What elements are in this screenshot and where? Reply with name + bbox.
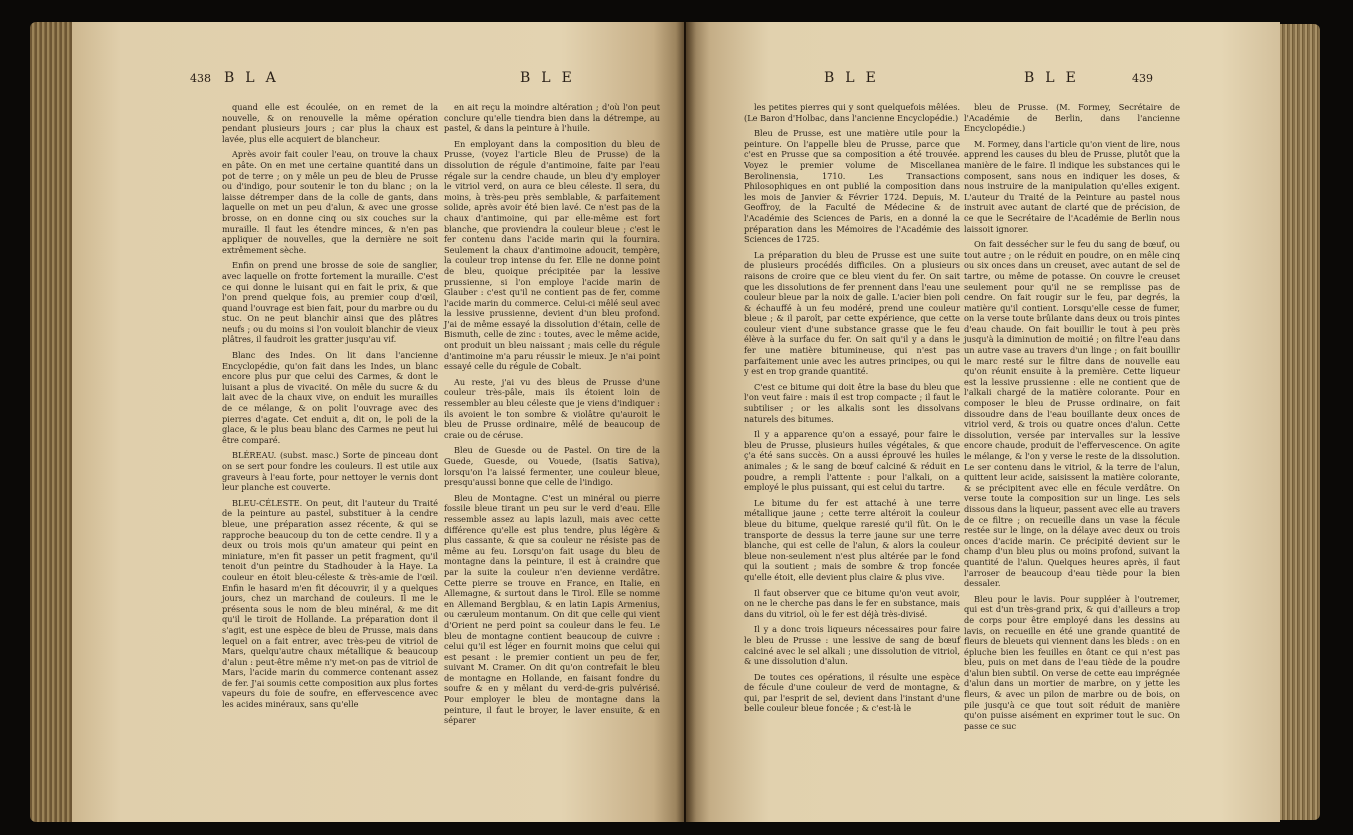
paragraph: Bleu pour le lavis. Pour suppléer à l'outremer, qui est d'un très-grand prix, & qui d'ailleurs a trop de corps pour être employé dans les dessins au lavis, on recueille en été une grande quantité de fleurs de bleuets qui viennent dans les bleds : on en épluche bien les feuilles en ôtant ce qui n'est pas bleu, puis on met dans de l'eau tiède de la poudre d'alun bien subtil. On verse de cette eau imprégnée d'alun dans un mortier de marbre, on y jette les fleurs, & avec un pilon de marbre ou de bois, on pile jusqu'à ce que tout soit réduit de manière qu'on puisse aisément en exprimer tout le suc. On passe ce suc xyxy=(964,593,1180,731)
left-page-number: 438 xyxy=(190,72,211,85)
paragraph: Il y a apparence qu'on a essayé, pour faire le bleu de Prusse, plusieurs huiles végétales, & que ç'a été sans succès. On a aussi éprouvé les huiles animales ; & le sang de bœuf calciné & réduit en poudre, a rempli l'attente : pour l'alkali, on a employé le plus puissant, qui est celui du tartre. xyxy=(744,429,960,493)
paragraph: De toutes ces opérations, il résulte une espèce de fécule d'une couleur de verd de montagne, & qui, par l'esprit de sel, devient dans l'instant d'une belle couleur bleue foncée ; & c'est-là le xyxy=(744,671,960,714)
left-page xyxy=(72,22,684,822)
paragraph: Au reste, j'ai vu des bleus de Prusse d'une couleur très-pâle, mais ils étoient loin de ressembler au bleu céleste que je viens d'indiquer : ils avoient le ton sombre & violâtre qu'auroit le bleu de Prusse ordinaire, mêlé de beaucoup de craie ou de céruse. xyxy=(444,376,660,440)
paragraph: La préparation du bleu de Prusse est une suite de plusieurs procédés difficiles. On a plusieurs raisons de croire que ce bleu vient du fer. On sait que les dissolutions de fer prennent dans l'eau une couleur bleue par la noix de galle. L'acier bien poli & échauffé à un feu modéré, prend une couleur bleue ; & il paroît, par cette expérience, que cette couleur vient d'une substance grasse que le feu élève à la surface du fer. On sait qu'il y a dans le fer une matière bitumineuse, qui n'est pas parfaitement unie avec les autres principes, ou qui y est en trop grande quantité. xyxy=(744,249,960,377)
paragraph: M. Formey, dans l'article qu'on vient de lire, nous apprend les causes du bleu de Prusse, plutôt que la manière de le faire. Il indique les substances qui le composent, sans nous en indiquer les doses, & nous instruire de la manipulation qu'elles exigent. L'auteur du Traité de la Peinture au pastel nous instruit avec autant de clarté que de précision, de ce que le Secrétaire de l'Académie de Berlin nous laissoit ignorer. xyxy=(964,138,1180,234)
right-page-edges xyxy=(1278,24,1320,820)
paragraph: Blanc des Indes. On lit dans l'ancienne Encyclopédie, qu'on fait dans les Indes, un blanc encore plus pur que celui des Carmes, & dont le luisant a plus de vivacité. On mêle du sucre & du lait avec de la chaux vive, on enduit les murailles de ce mélange, & on polit l'ouvrage avec des pierres d'agate. Cet enduit a, dit on, le poli de la glace, & le plus beau blanc des Carmes ne peut lui être comparé. xyxy=(222,350,438,445)
paragraph: bleu de Prusse. (M. Formey, Secrétaire de l'Académie de Berlin, dans l'ancienne Encyclopédie.) xyxy=(964,102,1180,134)
left-header-1: BLA xyxy=(224,70,287,86)
paragraph: Bleu de Prusse, est une matière utile pour la peinture. On l'appelle bleu de Prusse, parce que c'est en Prusse que sa composition a été trouvée. Voyez le premier volume de Miscellanea Berolinensia, 1710. Les Transactions Philosophiques en ont publié la composition dans les mois de Janvier & Février 1724. Depuis, M. Geoffroy, de la Faculté de Médecine & de l'Académie des Sciences de Paris, en a donné la préparation dans les Mémoires de l'Académie des Sciences de 1725. xyxy=(744,128,960,245)
paragraph: BLEU-CÉLESTE. On peut, dit l'auteur du Traité de la peinture au pastel, substituer à la cendre bleue, une préparation assez récente, & qui se rapproche beaucoup du ton de cette cendre. Il y a deux ou trois mois qu'un amateur qui peint en miniature, m'en fit passer un petit fragment, qu'il tenoit d'un peintre du Stadhouder à la Haye. La couleur en étoit bleu-céleste & très-amie de l'œil. Enfin le hasard m'en fit découvrir, il y a quelques jours, chez un marchand de couleurs. Il me le présenta sous le nom de bleu minéral, & me dit qu'il le tiroit de Hollande. La préparation dont il s'agit, est une espèce de bleu de Prusse, mais dans lequel on a fait entrer, avec très-peu de vitriol de Mars, quelqu'autre chaux métallique & beaucoup d'alun : peut-être même n'y met-on pas de vitriol de Mars, l'acide marin du commerce contenant assez de fer. J'ai soumis cette composition aux plus fortes vapeurs du foie de soufre, en effervescence avec les acides minéraux, sans qu'elle xyxy=(222,497,438,710)
left-page-edges xyxy=(30,22,74,822)
left-column-2 xyxy=(444,102,660,731)
paragraph: Bleu de Guesde ou de Pastel. On tire de la Guede, Guesde, ou Vouede, (Isatis Sativa), lorsqu'on l'a laissé fermenter, une couleur bleue, presqu'aussi bonne que celle de l'indigo. xyxy=(444,445,660,488)
paragraph: C'est ce bitume qui doit être la base du bleu que l'on veut faire : mais il est trop compacte ; il faut le subtiliser ; or les alkalis sont les dissolvans naturels des bitumes. xyxy=(744,381,960,424)
right-header-2: BLE xyxy=(1024,70,1087,86)
right-running-head-2 xyxy=(1024,70,1153,86)
right-running-head-1 xyxy=(824,70,887,86)
book-gutter xyxy=(676,22,696,822)
paragraph: En employant dans la composition du bleu de Prusse, (voyez l'article Bleu de Prusse) de la dissolution de régule d'antimoine, faite par l'eau régale sur la cendre chaude, un bleu d'y employer le vitriol verd, on aura ce bleu céleste. Il sera, du moins, à très-peu près semblable, & parfaitement solide, après avoir été bien lavé. Ce n'est pas de la chaux d'antimoine, qui par elle-même est fort blanche, que proviendra la couleur bleue ; c'est le fer contenu dans l'acide marin qui la fournira. Seulement la chaux d'antimoine adoucit, tempère, la couleur trop intense du fer. Elle ne donne point de bleu, quoique précipitée par la lessive prussienne, si l'on employe l'acide marin de Glauber : c'est qu'il ne contient pas de fer, comme l'acide marin du commerce. Celui-ci mêlé seul avec la lessive prussienne, devient d'un bleu profond. J'ai de même essayé la dissolution d'étain, celle de Bismuth, celle de zinc : toutes, avec le même acide, ont produit un bleu naissant ; mais celle du régule d'antimoine m'a paru réussir le mieux. Je n'ai point essayé celle du régule de Cobalt. xyxy=(444,138,660,372)
right-column-1 xyxy=(744,102,960,719)
paragraph: BLÉREAU. (subst. masc.) Sorte de pinceau dont on se sert pour fondre les couleurs. Il est utile aux graveurs à l'eau forte, pour nettoyer le vernis dont leur planche est couverte. xyxy=(222,450,438,493)
right-header-1: BLE xyxy=(824,70,887,86)
paragraph: On fait dessécher sur le feu du sang de bœuf, ou tout autre ; on le réduit en poudre, on en mêle cinq ou six onces dans un creuset, avec autant de sel de tartre, ou même de potasse. On couvre le creuset seulement pour qu'il ne se remplisse pas de cendre. On fait rougir sur le feu, par degrés, la matière qu'il contient. Lorsqu'elle cesse de fumer, on la verse toute brûlante dans deux ou trois pintes d'eau chaude. On fait bouillir le tout à peu près jusqu'à la diminution de moitié ; on filtre l'eau dans un autre vase au travers d'un linge ; on fait bouillir le marc resté sur le filtre dans de nouvelle eau qu'on réunit ensuite à la première. Cette liqueur est la lessive prussienne : elle ne contient que de l'alkali chargé de la matière colorante. Pour en composer le bleu de Prusse ordinaire, on fait dissoudre dans de l'eau bouillante deux onces de vitriol verd, & trois ou quatre onces d'alun. Cette dissolution, versée par intervalles sur la lessive encore chaude, produit de l'effervescence. On agite le mélange, & l'on y verse le reste de la dissolution. Le ser contenu dans le vitriol, & la terre de l'alun, quittent leur acide, saisissent la matière colorante, & se précipitent avec elle en fécule verdâtre. On verse toute la composition sur un linge. Les sels dissous dans la liqueur, passent avec elle au travers de ce filtre ; on recueille dans un vase la fécule restée sur le linge, on la délaye avec deux ou trois onces d'acide marin. Ce précipité devient sur le champ d'un bleu plus ou moins profond, suivant la quantité de l'alun. Quelques heures après, il faut l'arroser de beaucoup d'eau tiède pour la bien dessaler. xyxy=(964,239,1180,589)
right-column-2 xyxy=(964,102,1180,736)
paragraph: en ait reçu la moindre altération ; d'où l'on peut conclure qu'elle tiendra bien dans la détrempe, au pastel, & dans la peinture à l'huile. xyxy=(444,102,660,134)
left-header-2: BLE xyxy=(520,70,583,86)
left-column-1 xyxy=(222,102,438,715)
paragraph: les petites pierres qui y sont quelquefois mêlées. (Le Baron d'Holbac, dans l'ancienne Encyclopédie.) xyxy=(744,102,960,123)
paragraph: Il y a donc trois liqueurs nécessaires pour faire le bleu de Prusse : une lessive de sang de bœuf calciné avec le sel alkali ; une dissolution de vitriol, & une dissolution d'alun. xyxy=(744,624,960,667)
left-running-head-1 xyxy=(190,70,287,86)
paragraph: Enfin on prend une brosse de soie de sanglier, avec laquelle on frotte fortement la muraille. C'est ce qui donne le luisant qui en fait le prix, & que l'on prend quelque fois, au premier coup d'œil, quand l'ouvrage est bien fait, pour du marbre ou du stuc. On ne peut blanchir ainsi que des plâtres neufs ; ou du moins si l'on vouloit blanchir de vieux plâtres, il faudroit les gratter jusqu'au vif. xyxy=(222,260,438,345)
left-running-head-2 xyxy=(520,70,583,86)
paragraph: Après avoir fait couler l'eau, on trouve la chaux en pâte. On en met une certaine quantité dans un pot de terre ; on y mêle un peu de bleu de Prusse ou d'indigo, pour soutenir le ton du blanc ; on la laisse détremper dans de la colle de gants, dans laquelle on met un peu d'alun, & avec une grosse brosse, on en donne cinq ou six couches sur la muraille. Il faut les étendre minces, & n'en pas appliquer de nouvelles, que la dernière ne soit extrêmement sèche. xyxy=(222,149,438,255)
right-page-number: 439 xyxy=(1132,72,1153,85)
paragraph: Bleu de Montagne. C'est un minéral ou pierre fossile bleue tirant un peu sur le verd d'eau. Elle ressemble assez au lapis lazuli, mais avec cette différence qu'elle est plus tendre, plus légère & plus cassante, & que sa couleur ne résiste pas de même au feu. Lorsqu'on fait usage du bleu de montagne dans la peinture, il est à craindre que par la suite la couleur n'en devienne verdâtre. Cette pierre se trouve en France, en Italie, en Allemagne, & surtout dans le Tirol. Elle se nomme en Allemand Bergblau, & en latin Lapis Armenius, ou cæruleum montanum. On dit que celle qui vient d'Orient ne perd point sa couleur dans le feu. Le bleu de montagne contient beaucoup de cuivre : celui qu'il est léger en fournit moins que celui qui est pesant : le premier contient un peu de fer, suivant M. Cramer. On dit qu'on contrefait le bleu de montagne en Hollande, en faisant fondre du soufre & en y mêlant du verd-de-gris pulvérisé. Pour employer le bleu de montagne dans la peinture, il faut le broyer, le laver ensuite, & en séparer xyxy=(444,492,660,726)
paragraph: quand elle est écoulée, on en remet de la nouvelle, & on renouvelle la même opération pendant plusieurs jours ; car plus la chaux est lavée, plus elle acquiert de blancheur. xyxy=(222,102,438,144)
paragraph: Le bitume du fer est attaché à une terre métallique jaune ; cette terre altéroit la couleur bleue du bitume, quelque raresié qu'il fût. On le transporte de dessus la terre jaune sur une terre blanche, qui est celle de l'alun, & alors la couleur bleue non-seulement n'est plus altérée par le fond qui la soutient ; mais de sombre & trop foncée qu'elle étoit, elle devient plus claire & plus vive. xyxy=(744,497,960,582)
paragraph: Il faut observer que ce bitume qu'on veut avoir, on ne le cherche pas dans le fer en substance, mais dans du vitriol, où le fer est déjà très-divisé. xyxy=(744,587,960,619)
right-page xyxy=(686,22,1280,822)
